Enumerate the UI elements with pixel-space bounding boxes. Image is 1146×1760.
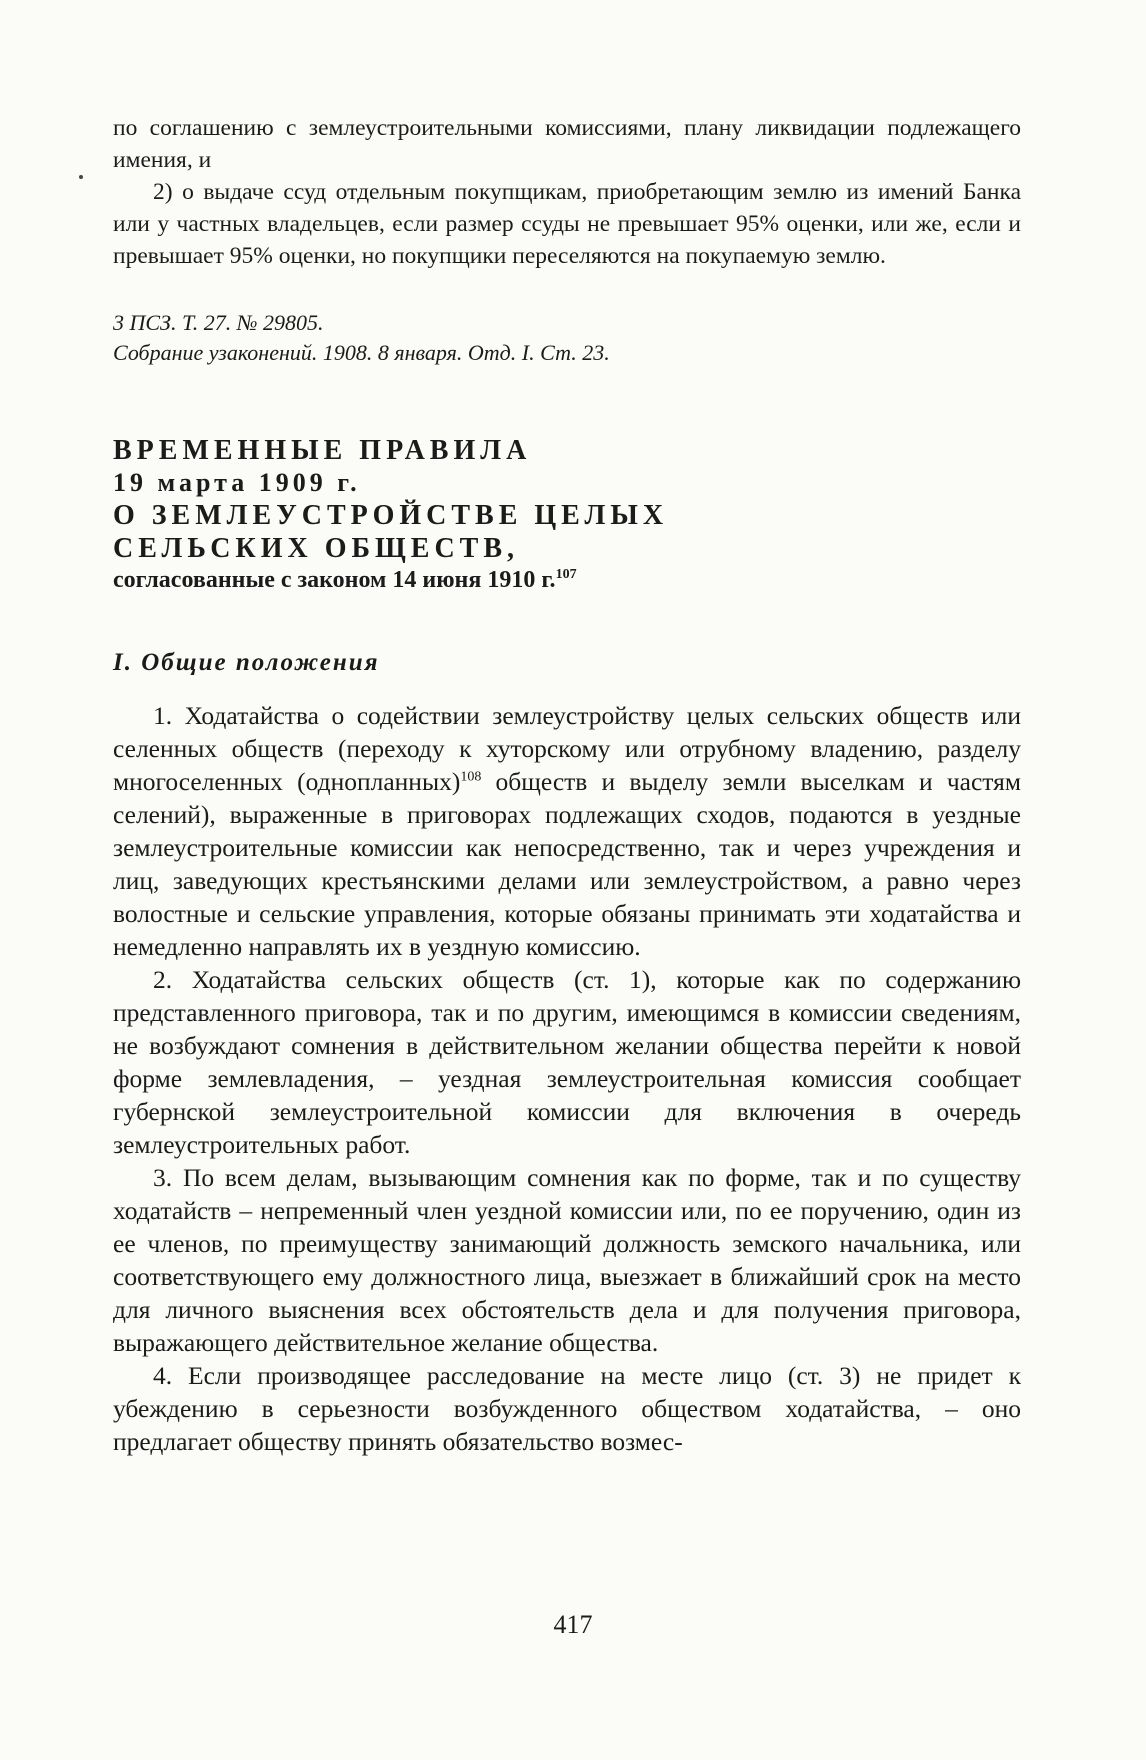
citation-line-2: Собрание узаконений. 1908. 8 января. Отд. I. Ст. 23.: [113, 340, 610, 365]
document-subtitle: [113, 565, 1021, 595]
article-1: [113, 699, 1021, 963]
footnote-ref-108: 108: [460, 769, 482, 785]
paragraph-loans: 2) о выдаче ссуд отдельным покупщикам, приобретающим землю из имений Банка или у частных владельцев, если размер ссуды не превышает 95% оценки, или же, если и превышает 95% оценки, но покупщики переселяются на покупаемую землю.: [113, 179, 1021, 269]
subtitle-text: согласованные с законом 14 июня 1910 г.: [113, 567, 556, 593]
document-title: ВРЕМЕННЫЕ ПРАВИЛА: [113, 435, 532, 466]
scan-speck: [79, 175, 83, 179]
page-number: 417: [553, 1610, 593, 1639]
article-1-text-start: 1. Ходатайства о содействии землеустройству целых сельских обществ или селенных обществ (переходу к хуторскому или отрубному владению, разделу многоселенных (однопланных): [113, 701, 1021, 796]
document-title-line-4: СЕЛЬСКИХ ОБЩЕСТВ,: [113, 533, 520, 564]
document-title-line-3: О ЗЕМЛЕУСТРОЙСТВЕ ЦЕЛЫХ: [113, 500, 669, 531]
document-date: 19 марта 1909 г.: [113, 468, 361, 497]
paragraph-intro: по соглашению с землеустроительными комиссиями, плану ликвидации подлежащего имения, и: [113, 115, 1021, 173]
section-heading: I. Общие положения: [113, 649, 380, 676]
footnote-ref-107: 107: [555, 567, 577, 582]
article-2: 2. Ходатайства сельских обществ (ст. 1), которые как по содержанию представленного приговора, так и по другим, имеющимся в комиссии сведениям, не возбуждают сомнения в действительном желании общества перейти к новой форме землевладения, – уездная землеустроительная комиссия сообщает губернской землеустроительной комиссии для включения в очередь землеустроительных работ.: [113, 965, 1021, 1159]
article-4: 4. Если производящее расследование на месте лицо (ст. 3) не придет к убеждению в серьезности возбужденного обществом ходатайства, – оно предлагает обществу принять обязательство возмес-: [113, 1361, 1021, 1456]
citation-line-1: 3 ПСЗ. Т. 27. № 29805.: [113, 310, 324, 335]
page-body: [113, 112, 1021, 1458]
article-1-text-end: обществ и выделу земли выселкам и частям селений), выраженные в приговорах подлежащих сходов, подаются в уездные землеустроительные комиссии как непосредственно, так и через учреждения и лиц, заведующих крестьянскими делами или землеустройством, а равно через волостные и сельские управления, которые обязаны принимать эти ходатайства и немедленно направлять их в уездную комиссию.: [113, 767, 1021, 961]
article-3: 3. По всем делам, вызывающим сомнения как по форме, так и по существу ходатайств – непременный член уездной комиссии или, по ее поручению, один из ее членов, по преимуществу занимающий должность земского начальника, или соответствующего ему должностного лица, выезжает в ближайший срок на место для личного выяснения всех обстоятельств дела и для получения приговора, выражающего действительное желание общества.: [113, 1163, 1021, 1357]
